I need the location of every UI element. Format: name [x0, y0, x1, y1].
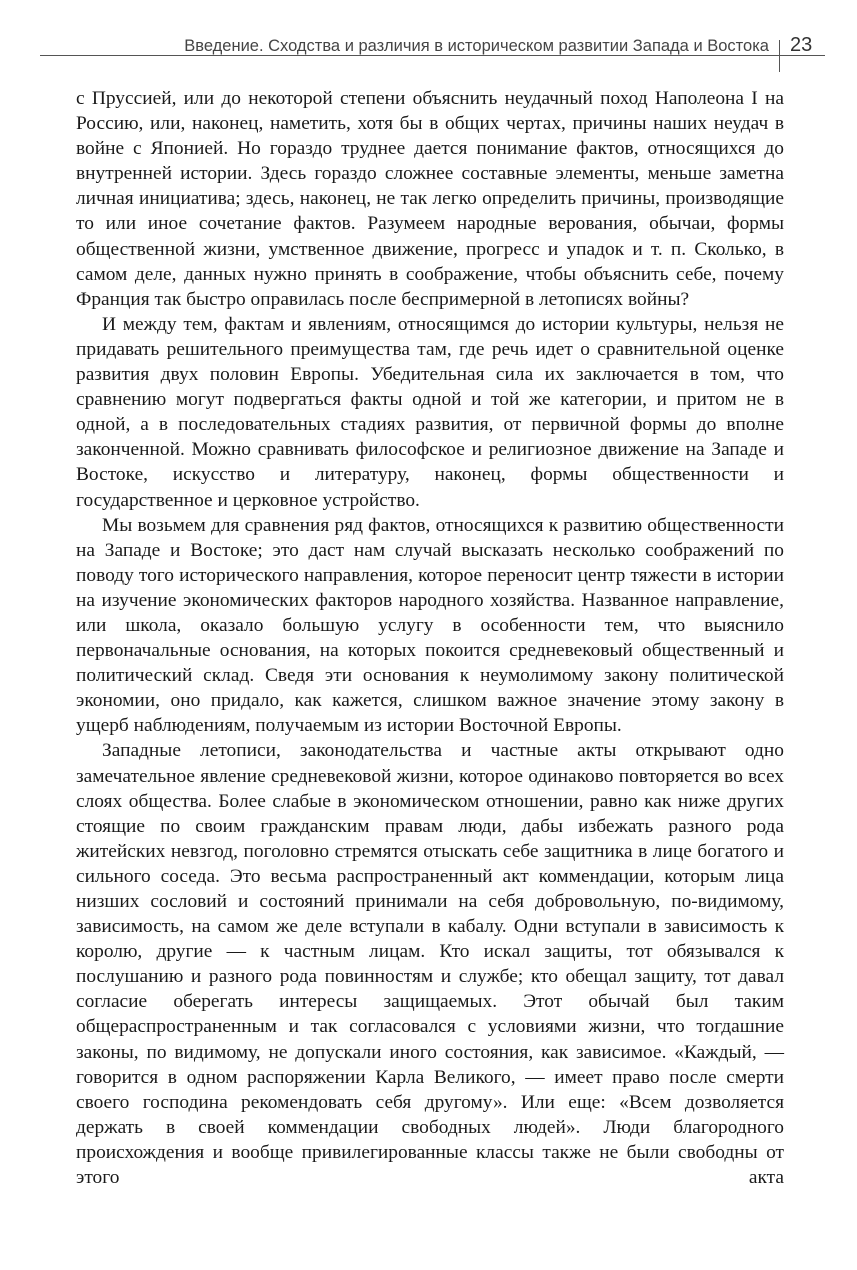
- running-title: Введение. Сходства и различия в историческом развитии Запада и Востока: [184, 37, 769, 55]
- paragraph: Мы возьмем для сравнения ряд фактов, относящихся к развитию общественности на Западе и Востоке; это даст нам случай высказать несколько соображений по поводу того исторического направления, которое переносит центр тяжести в истории на изучение экономических факторов народного хозяйства. Названное направление, или школа, оказало большую услугу в особенности тем, что выяснило первоначальные основания, на которых покоится средневековый общественный и политический склад. Сведя эти основания к неумолимому закону политической экономии, оно придало, как кажется, слишком важное значение этому закону в ущерб наблюдениям, получаемым из истории Восточной Европы.: [76, 514, 784, 737]
- header-rule: [40, 55, 825, 56]
- paragraph: Западные летописи, законодательства и частные акты открывают одно замечательное явление средневековой жизни, которое одинаково повторяется во всех слоях общества. Более слабые в экономическом отношении, равно как ниже других стоящие по своим гражданским правам люди, дабы избежать разного рода житейских невзгод, поголовно стремятся отыскать себе защитника в лице богатого и сильного соседа. Это весьма распространенный акт коммендации, которым лица низших сословий и состояний принимали на себя добровольную, по-видимому, зависимость, на самом же деле вступали в кабалу. Одни вступали в зависимость к королю, другие — к частным лицам. Кто искал защиты, тот обязывался к послушанию и разного рода повинностям и службе; кто обещал защиту, тот давал согласие оберегать интересы защищаемых. Этот обычай был таким общераспространенным и так согласовался с условиями жизни, что тогдашние законы, по видимому, не допускали иного состояния, как зависимое. «Каждый, — говорится в одном распоряжении Карла Великого, — имеет право после смерти своего господина рекомендовать себя другому». Или еще: «Всем дозволяется держать в своей коммендации свободных людей». Люди благородного происхождения и вообще привилегированные классы также не были свободны от этого акта: [76, 740, 784, 1189]
- paragraph: И между тем, фактам и явлениям, относящимся до истории культуры, нельзя не придавать решительного преимущества там, где речь идет о сравнительной оценке развития двух половин Европы. Убедительная сила их заключается в том, что сравнению могут подвергаться факты одной и той же категории, и притом не в одной, а в последовательных стадиях развития, от первичной формы до вполне законченной. Можно сравнивать философское и религиозное движение на Западе и Востоке, искусство и литературу, наконец, формы общественности и государственное и церковное устройство.: [76, 313, 784, 511]
- body-text: [76, 86, 784, 1190]
- running-header: [0, 30, 857, 70]
- page-number: 23: [790, 34, 813, 56]
- header-divider: [779, 40, 780, 72]
- paragraph: с Пруссией, или до некоторой степени объяснить неудачный поход Наполеона I на Россию, или, наконец, наметить, хотя бы в общих чертах, причины наших неудач в войне с Японией. Но гораздо труднее дается понимание фактов, относящихся до внутренней истории. Здесь гораздо сложнее составные элементы, меньше заметна личная инициатива; здесь, наконец, не так легко определить причины, производящие то или иное сочетание фактов. Разумеем народные верования, обычаи, формы общественной жизни, умственное движение, прогресс и упадок и т. п. Сколько, в самом деле, данных нужно принять в соображение, чтобы объяснить себе, почему Франция так быстро оправилась после беспримерной в летописях войны?: [76, 88, 784, 310]
